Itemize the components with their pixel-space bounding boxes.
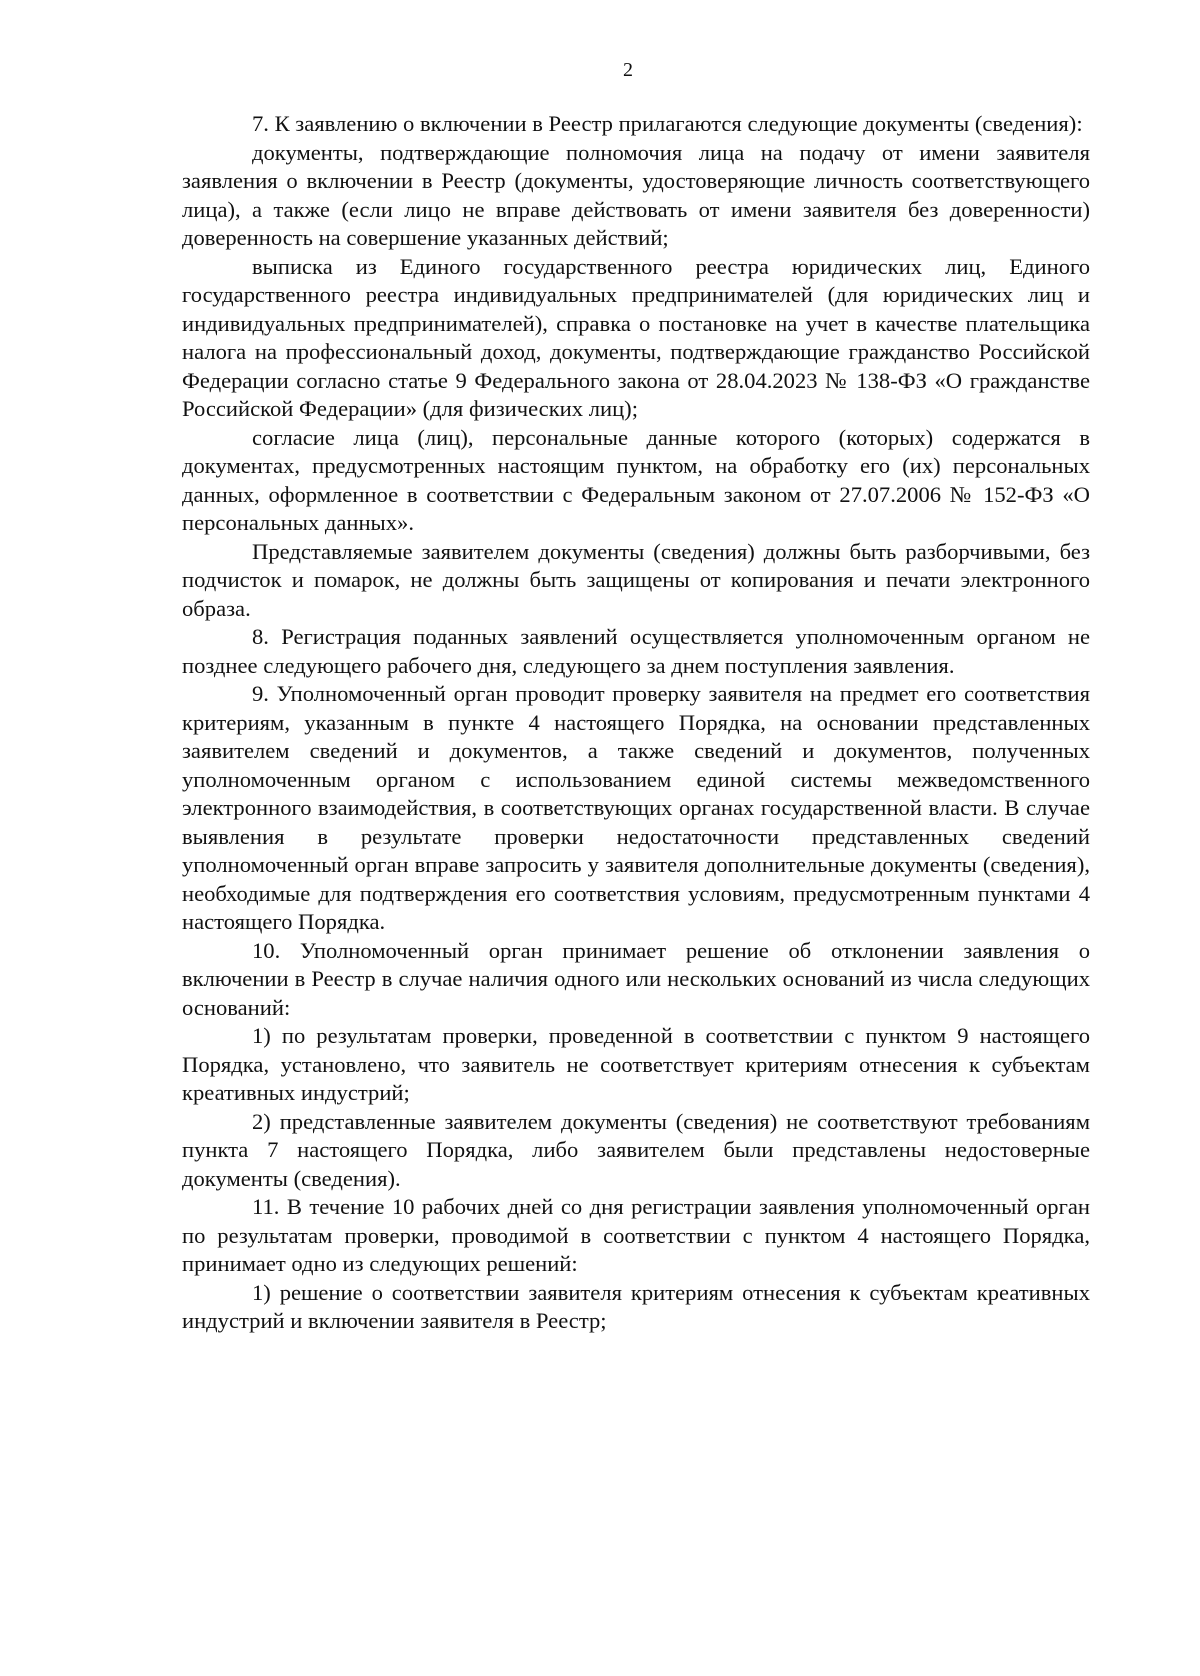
paragraph-item-9: 9. Уполномоченный орган проводит проверку заявителя на предмет его соответствия критериям, указанным в пункте 4 настоящего Порядка, на основании представленных заявителем сведений и документов, а также сведений и документов, полученных уполномоченным органом с использованием единой системы межведомственного электронного взаимодействия, в соответствующих органах государственной власти. В случае выявления в результате проверки недостаточности представленных сведений уполномоченный орган вправе запросить у заявителя дополнительные документы (сведения), необходимые для подтверждения его соответствия условиям, предусмотренным пунктами 4 настоящего Порядка.: [182, 681, 1090, 934]
paragraph-item-11-subitem-1: 1) решение о соответствии заявителя критериям отнесения к субъектам креативных индустрий и включении заявителя в Реестр;: [182, 1279, 1090, 1333]
paragraph-authority-documents: документы, подтверждающие полномочия лица на подачу от имени заявителя заявления о включении в Реестр (документы, удостоверяющие личность соответствующего лица), а также (если лицо не вправе действовать от имени заявителя без доверенности) доверенность на совершение указанных действий;: [182, 139, 1090, 250]
page-number: 2: [623, 59, 633, 81]
paragraph-item-8: 8. Регистрация поданных заявлений осуществляется уполномоченным органом не позднее следующего рабочего дня, следующего за днем поступления заявления.: [182, 624, 1090, 678]
paragraph-item-10-subitem-1: 1) по результатам проверки, проведенной в соответствии с пунктом 9 настоящего Порядка, установлено, что заявитель не соответствует критериям отнесения к субъектам креативных индустрий;: [182, 1023, 1090, 1105]
paragraph-registry-extract: выписка из Единого государственного реестра юридических лиц, Единого государственного реестра индивидуальных предпринимателей (для юридических лиц и индивидуальных предпринимателей), справка о постановке на учет в качестве плательщика налога на профессиональный доход, документы, подтверждающие гражданство Российской Федерации согласно статье 9 Федерального закона от 28.04.2023 № 138-ФЗ «О гражданстве Российской Федерации» (для физических лиц);: [182, 253, 1090, 421]
paragraph-item-10-subitem-2: 2) представленные заявителем документы (сведения) не соответствуют требованиям пункта 7 настоящего Порядка, либо заявителем были представлены недостоверные документы (сведения).: [182, 1108, 1090, 1191]
paragraph-document-requirements: Представляемые заявителем документы (сведения) должны быть разборчивыми, без подчисток и помарок, не должны быть защищены от копирования и печати электронного образа.: [182, 538, 1090, 621]
paragraph-item-7: 7. К заявлению о включении в Реестр прилагаются следующие документы (сведения):: [252, 111, 1083, 136]
paragraph-item-11: 11. В течение 10 рабочих дней со дня регистрации заявления уполномоченный орган по результатам проверки, проводимой в соответствии с пунктом 4 настоящего Порядка, принимает одно из следующих решений:: [182, 1194, 1090, 1276]
document-body: [182, 110, 1090, 1336]
paragraph-personal-data-consent: согласие лица (лиц), персональные данные которого (которых) содержатся в документах, предусмотренных настоящим пунктом, на обработку его (их) персональных данных, оформленное в соответствии с Федеральным законом от 27.07.2006 № 152-ФЗ «О персональных данных».: [182, 424, 1090, 535]
paragraph-item-10: 10. Уполномоченный орган принимает решение об отклонении заявления о включении в Реестр в случае наличия одного или нескольких оснований из числа следующих оснований:: [182, 937, 1090, 1020]
